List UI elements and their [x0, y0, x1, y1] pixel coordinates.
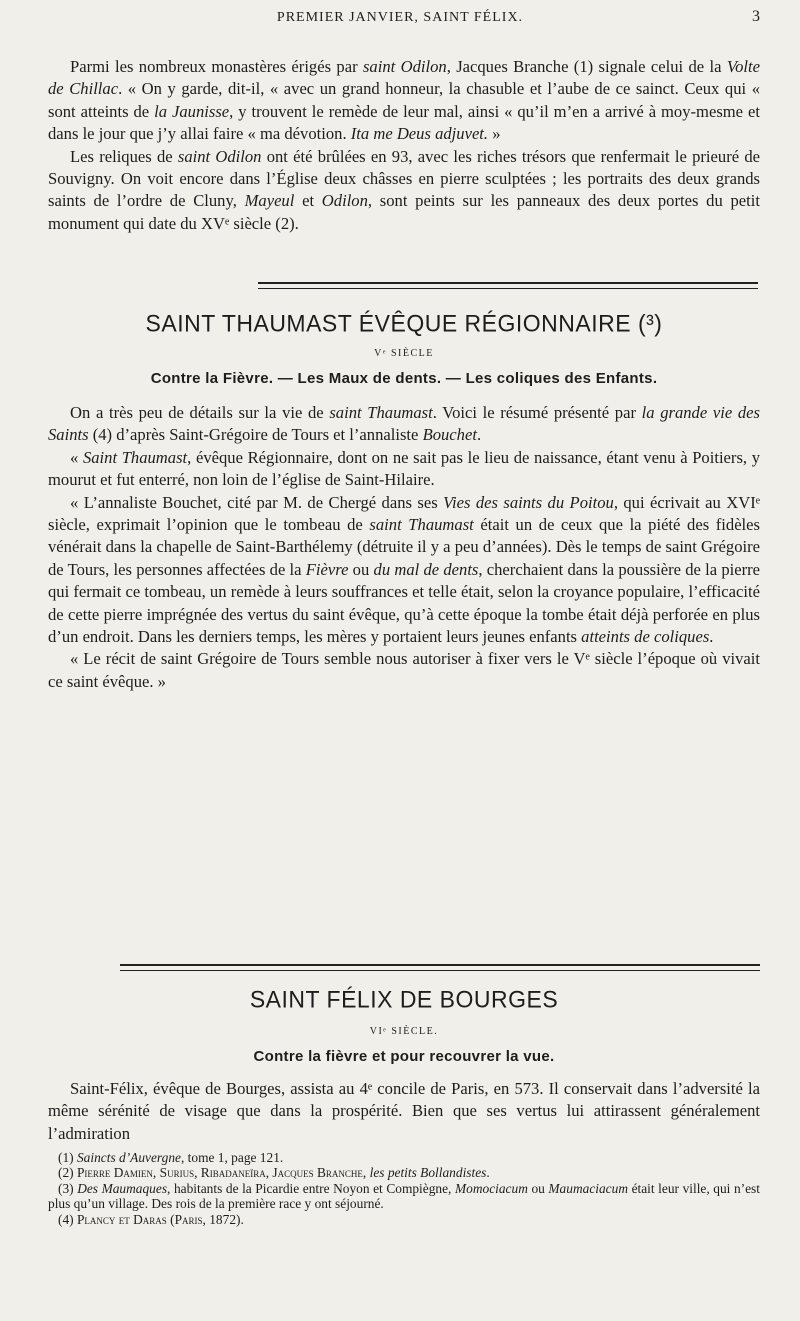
- paragraph: « Saint Thaumast, évêque Régionnaire, dont on ne sait pas le lieu de naissance, étant venu à Poitiers, y mourut et fut enterré, non loin de l’église de Saint-Hilaire.: [48, 447, 760, 490]
- paragraph: Parmi les nombreux monastères érigés par saint Odilon, Jacques Branche (1) signale celui de la Volte de Chillac. « On y garde, dit-il, « avec un grand honneur, la chasuble et l’aube de ce sainct. Ceux qui « sont atteints de la Jaunisse, y trouvent le remède de leur mal, ainsi « qu’il m’en a arrivé à moy-mesme et dans le jour que j’y allai faire « ma dévotion. Ita me Deus adjuvet. »: [48, 57, 761, 144]
- section1-text: [48, 402, 760, 693]
- page-number: 3: [752, 8, 760, 25]
- running-title: PREMIER JANVIER, SAINT FÉLIX.: [276, 10, 524, 25]
- century-label: VIᵉ SIÈCLE.: [369, 1026, 439, 1037]
- remedies-line: Contre la Fièvre. — Les Maux de dents. — Les coliques des Enfants.: [150, 370, 658, 387]
- section2-text: [48, 1078, 760, 1145]
- section-title-thaumast: SAINT THAUMAST ÉVÊQUE RÉGIONNAIRE (³): [145, 309, 663, 337]
- paragraph: « L’annaliste Bouchet, cité par M. de Chergé dans ses Vies des saints du Poitou, qui écrivait au XVIᵉ siècle, exprimait l’opinion que le tombeau de saint Thaumast était un de ceux que la piété des fidèles vénérait dans la chapelle de Saint-Barthélemy (détruite il y a peu d’années). Dès le temps de saint Grégoire de Tours, les personnes affectées de la Fièvre ou du mal de dents, cherchaient dans la poussière de la pierre qui fermait ce tombeau, un remède à leurs souffrances et telle était, selon la croyance populaire, l’efficacité de cette pierre imprégnée des vertus du saint évêque, qu’à cette époque la tombe était déjà perforée en plus d’un endroit. Dans les derniers temps, les mères y portaient leurs jeunes enfants atteints de coliques.: [48, 492, 761, 647]
- intro-text: [48, 56, 760, 235]
- paragraph: Les reliques de saint Odilon ont été brûlées en 93, avec les riches trésors que renfermait le prieuré de Souvigny. On voit encore dans l’Église deux châsses en pierre sculptées ; les portraits des deux grands saints de l’ordre de Cluny, Mayeul et Odilon, sont peints sur les panneaux des deux portes du petit monument qui date du XVᵉ siècle (2).: [48, 146, 760, 233]
- footnote: (3) Des Maumaques, habitants de la Picardie entre Noyon et Compiègne, Momociacum ou Maumaciacum était leur ville, qui n’est plus qu’un village. Des rois de la première race y ont séjourné.: [48, 1180, 760, 1212]
- footnote: (2) Pierre Damien, Surius, Ribadaneïra, Jacques Branche, les petits Bollandistes.: [58, 1165, 490, 1181]
- section-divider: [120, 964, 760, 971]
- paragraph: Saint-Félix, évêque de Bourges, assista au 4ᵉ concile de Paris, en 573. Il conservait dans l’adversité la même sérénité de visage que dans la prospérité. Bien que ses vertus lui attirassent généralement l’admiration: [48, 1079, 760, 1143]
- century-label: Vᵉ SIÈCLE: [374, 348, 434, 359]
- paragraph: « Le récit de saint Grégoire de Tours semble nous autoriser à fixer vers le Vᵉ siècle l’époque où vivait ce saint évêque. »: [48, 649, 760, 691]
- footnote: (4) Plancy et Daras (Paris, 1872).: [58, 1211, 244, 1227]
- section-divider: [258, 282, 758, 289]
- section-title-felix: SAINT FÉLIX DE BOURGES: [249, 985, 559, 1013]
- remedies-line: Contre la fièvre et pour recouvrer la vue.: [253, 1048, 555, 1065]
- footnotes: [48, 1150, 760, 1227]
- paragraph: On a très peu de détails sur la vie de saint Thaumast. Voici le résumé présenté par la grande vie des Saints (4) d’après Saint-Grégoire de Tours et l’annaliste Bouchet.: [48, 403, 760, 445]
- footnote: (1) Saincts d’Auvergne, tome 1, page 121.: [58, 1150, 284, 1165]
